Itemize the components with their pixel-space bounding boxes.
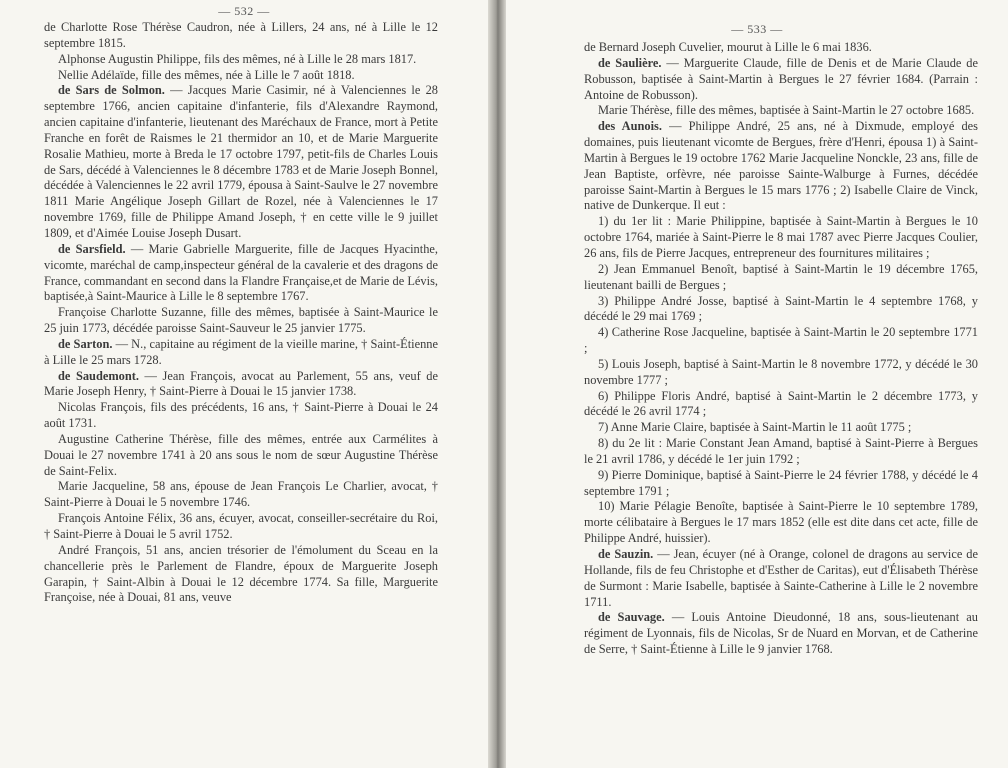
entry-surname: de Sarton. bbox=[58, 336, 113, 351]
page-text bbox=[506, 40, 1008, 658]
entry-text: Alphonse Augustin Philippe, fils des mêmes, né à Lille le 28 mars 1817. bbox=[58, 51, 417, 66]
paragraph bbox=[44, 305, 438, 337]
paragraph bbox=[44, 511, 438, 543]
entry-surname: de Sarsfield. bbox=[58, 241, 126, 256]
entry-text: — Philippe André, 25 ans, né à Dixmude, employé des domaines, puis lieutenant vicomte de Bergues, frère d'Henri, épousa 1) à Saint-Martin à Bergues le 19 octobre 1762 Marie Jacqueline Nonckle, 23 ans, fille de Jean Baptiste, orfèvre, née paroisse Sainte-Walburge à Furnes, décédée paroisse Saint-Martin à Bergues le 15 mars 1776 ; 2) Isabelle Claire de Vinck, native de Dunkerque. Il eut : bbox=[584, 119, 978, 213]
entry-text: André François, 51 ans, ancien trésorier de l'émolument du Sceau en la chancellerie près le Parlement de Flandre, époux de Marguerite Joseph Garapin, † Saint-Albin à Douai le 12 décembre 1774. Sa fille, Marguerite Françoise, née à Douai, 81 ans, veuve bbox=[44, 542, 438, 605]
paragraph bbox=[44, 432, 438, 480]
paragraph bbox=[584, 214, 978, 262]
entry-text: 5) Louis Joseph, baptisé à Saint-Martin le 8 novembre 1772, y décédé le 30 novembre 1777 ; bbox=[584, 356, 978, 387]
entry-text: 1) du 1er lit : Marie Philippine, baptisée à Saint-Martin à Bergues le 10 octobre 1764, mariée à Saint-Pierre le 8 mai 1787 avec Pierre Jacques Coulier, 26 ans, fils de Pierre Jacques, entrepreneur des fournitures militaires ; bbox=[584, 214, 978, 260]
left-page bbox=[0, 0, 488, 768]
paragraph bbox=[584, 420, 978, 436]
paragraph bbox=[584, 262, 978, 294]
entry-text: 2) Jean Emmanuel Benoît, baptisé à Saint-Martin le 19 décembre 1765, lieutenant bailli de Bergues ; bbox=[584, 261, 978, 292]
paragraph bbox=[584, 499, 978, 547]
paragraph bbox=[584, 610, 978, 658]
paragraph bbox=[44, 543, 438, 606]
paragraph bbox=[584, 547, 978, 610]
paragraph bbox=[584, 389, 978, 421]
entry-text: de Bernard Joseph Cuvelier, mourut à Lille le 6 mai 1836. bbox=[584, 40, 872, 54]
entry-text: — Marie Gabrielle Marguerite, fille de Jacques Hyacinthe, vicomte, maréchal de camp,inspecteur général de la cavalerie et des dragons de France, commandant en second dans la Flandre Française,et de Marie de Lévis, baptisée,à Saint-Maurice à Lille le 8 septembre 1767. bbox=[44, 241, 438, 304]
page-text bbox=[0, 20, 488, 606]
paragraph bbox=[44, 479, 438, 511]
entry-text: — Jean François, avocat au Parlement, 55 ans, veuf de Marie Joseph Henry, † Saint-Pierre à Douai le 15 janvier 1738. bbox=[44, 368, 438, 399]
entry-text: 8) du 2e lit : Marie Constant Jean Amand, baptisé à Saint-Pierre à Bergues le 21 avril 1786, y décédé le 1er juin 1792 ; bbox=[584, 436, 978, 466]
paragraph bbox=[584, 436, 978, 468]
entry-text: 7) Anne Marie Claire, baptisée à Saint-Martin le 11 août 1775 ; bbox=[598, 420, 912, 435]
entry-text: — Louis Antoine Dieudonné, 18 ans, sous-lieutenant au régiment de Lyonnais, fils de Nicolas, Sr de Nuard en Morvan, et de Catherine de Serre, † Saint-Étienne à Lille le 9 janvier 1768. bbox=[584, 610, 979, 657]
paragraph bbox=[44, 369, 438, 401]
entry-text: de Charlotte Rose Thérèse Caudron, née à Lillers, 24 ans, né à Lille le 12 septembre 1815. bbox=[44, 20, 438, 50]
paragraph bbox=[44, 68, 438, 84]
paragraph bbox=[44, 242, 438, 305]
paragraph bbox=[584, 103, 978, 119]
entry-text: — Jacques Marie Casimir, né à Valenciennes le 28 septembre 1766, ancien capitaine d'infanterie, fils d'Alexandre Raymond, ancien capitaine d'infanterie, lieutenant des Maréchaux de France, mort à Petite Franche en forêt de Raismes le 21 thermidor an 10, et de Marie Marguerite Rosalie Mathieu, morte à Breda le 17 octobre 1797, petit-fils de Charles Louis de Sars, décédé à Valenciennes le 8 décembre 1783 et de Marie Joseph Bonnel, décédée à Valenciennes le 22 avril 1779, épousa à Saint-Saulve le 27 novembre 1811 Marie Angélique Joseph Gillart de Rozel, née à Valenciennes le 17 novembre 1769, fille de Philippe Amand Joseph, † en cette ville le 9 juillet 1809, et d'Aimée Louise Joseph Dusart. bbox=[44, 83, 438, 240]
paragraph bbox=[44, 83, 438, 241]
paragraph bbox=[584, 294, 978, 326]
entry-text: 9) Pierre Dominique, baptisé à Saint-Pierre le 24 février 1788, y décédé le 4 septembre 1791 ; bbox=[584, 467, 978, 498]
entry-text: Nicolas François, fils des précédents, 16 ans, † Saint-Pierre à Douai le 24 août 1731. bbox=[44, 400, 438, 431]
page-number: — 533 — bbox=[731, 22, 783, 36]
entry-text: 10) Marie Pélagie Benoîte, baptisée à Saint-Pierre le 10 septembre 1789, morte célibataire à Bergues le 17 mars 1852 (elle est dite dans cet acte, fille de Philippe André, huissier). bbox=[584, 499, 978, 546]
entry-text: Nellie Adélaïde, fille des mêmes, née à Lille le 7 août 1818. bbox=[58, 67, 355, 82]
entry-text: — Jean, écuyer (né à Orange, colonel de dragons au service de Hollande, fils de feu Christophe et d'Esther de Caritas), eut d'Élisabeth Thérèse de Surmont : Marie Isabelle, baptisée à Sainte-Catherine à Lille le 2 novembre 1711. bbox=[584, 547, 978, 609]
paragraph bbox=[44, 52, 438, 68]
entry-text: Marie Thérèse, fille des mêmes, baptisée à Saint-Martin le 27 octobre 1685. bbox=[598, 103, 975, 118]
entry-text: Augustine Catherine Thérèse, fille des mêmes, entrée aux Carmélites à Douai le 27 novembre 1741 à 20 ans sous le nom de sœur Augustine Thérèse de Saint-Felix. bbox=[44, 431, 438, 478]
entry-text: Françoise Charlotte Suzanne, fille des mêmes, baptisée à Saint-Maurice le 25 juin 1773, décédée paroisse Saint-Sauveur le 25 janvier 1775. bbox=[44, 305, 438, 336]
paragraph bbox=[584, 56, 978, 104]
paragraph bbox=[584, 119, 978, 214]
paragraph bbox=[584, 325, 978, 357]
entry-text: Marie Jacqueline, 58 ans, épouse de Jean François Le Charlier, avocat, † Saint-Pierre à Douai le 5 novembre 1746. bbox=[44, 479, 438, 510]
entry-surname: des Aunois. bbox=[598, 119, 662, 134]
page-number: — 532 — bbox=[218, 4, 270, 18]
entry-text: 3) Philippe André Josse, baptisé à Saint-Martin le 4 septembre 1768, y décédé le 29 mai 1769 ; bbox=[584, 293, 978, 324]
entry-text: 4) Catherine Rose Jacqueline, baptisée à Saint-Martin le 20 septembre 1771 ; bbox=[584, 325, 978, 356]
entry-surname: de Sauzin. bbox=[598, 547, 654, 561]
paragraph bbox=[584, 357, 978, 389]
paragraph bbox=[44, 337, 438, 369]
entry-text: 6) Philippe Floris André, baptisé à Saint-Martin le 2 décembre 1773, y décédé le 26 avril 1774 ; bbox=[584, 388, 978, 419]
paragraph bbox=[44, 400, 438, 432]
entry-text: — N., capitaine au régiment de la vieille marine, † Saint-Étienne à Lille le 25 mars 1728. bbox=[44, 336, 438, 367]
entry-surname: de Sars de Solmon. bbox=[58, 83, 165, 98]
entry-text: François Antoine Félix, 36 ans, écuyer, avocat, conseiller-secrétaire du Roi, † Saint-Pierre à Douai le 5 avril 1752. bbox=[44, 511, 438, 541]
entry-surname: de Saudemont. bbox=[58, 368, 139, 383]
book-gutter bbox=[488, 0, 506, 768]
paragraph bbox=[584, 40, 978, 56]
entry-surname: de Sauvage. bbox=[598, 610, 665, 625]
paragraph bbox=[44, 20, 438, 52]
entry-surname: de Saulière. bbox=[598, 55, 662, 70]
right-page bbox=[506, 0, 1008, 768]
paragraph bbox=[584, 468, 978, 500]
entry-text: — Marguerite Claude, fille de Denis et de Marie Claude de Robusson, baptisée à Saint-Martin à Bergues le 27 février 1684. (Parrain : Antoine de Robusson). bbox=[584, 55, 978, 102]
